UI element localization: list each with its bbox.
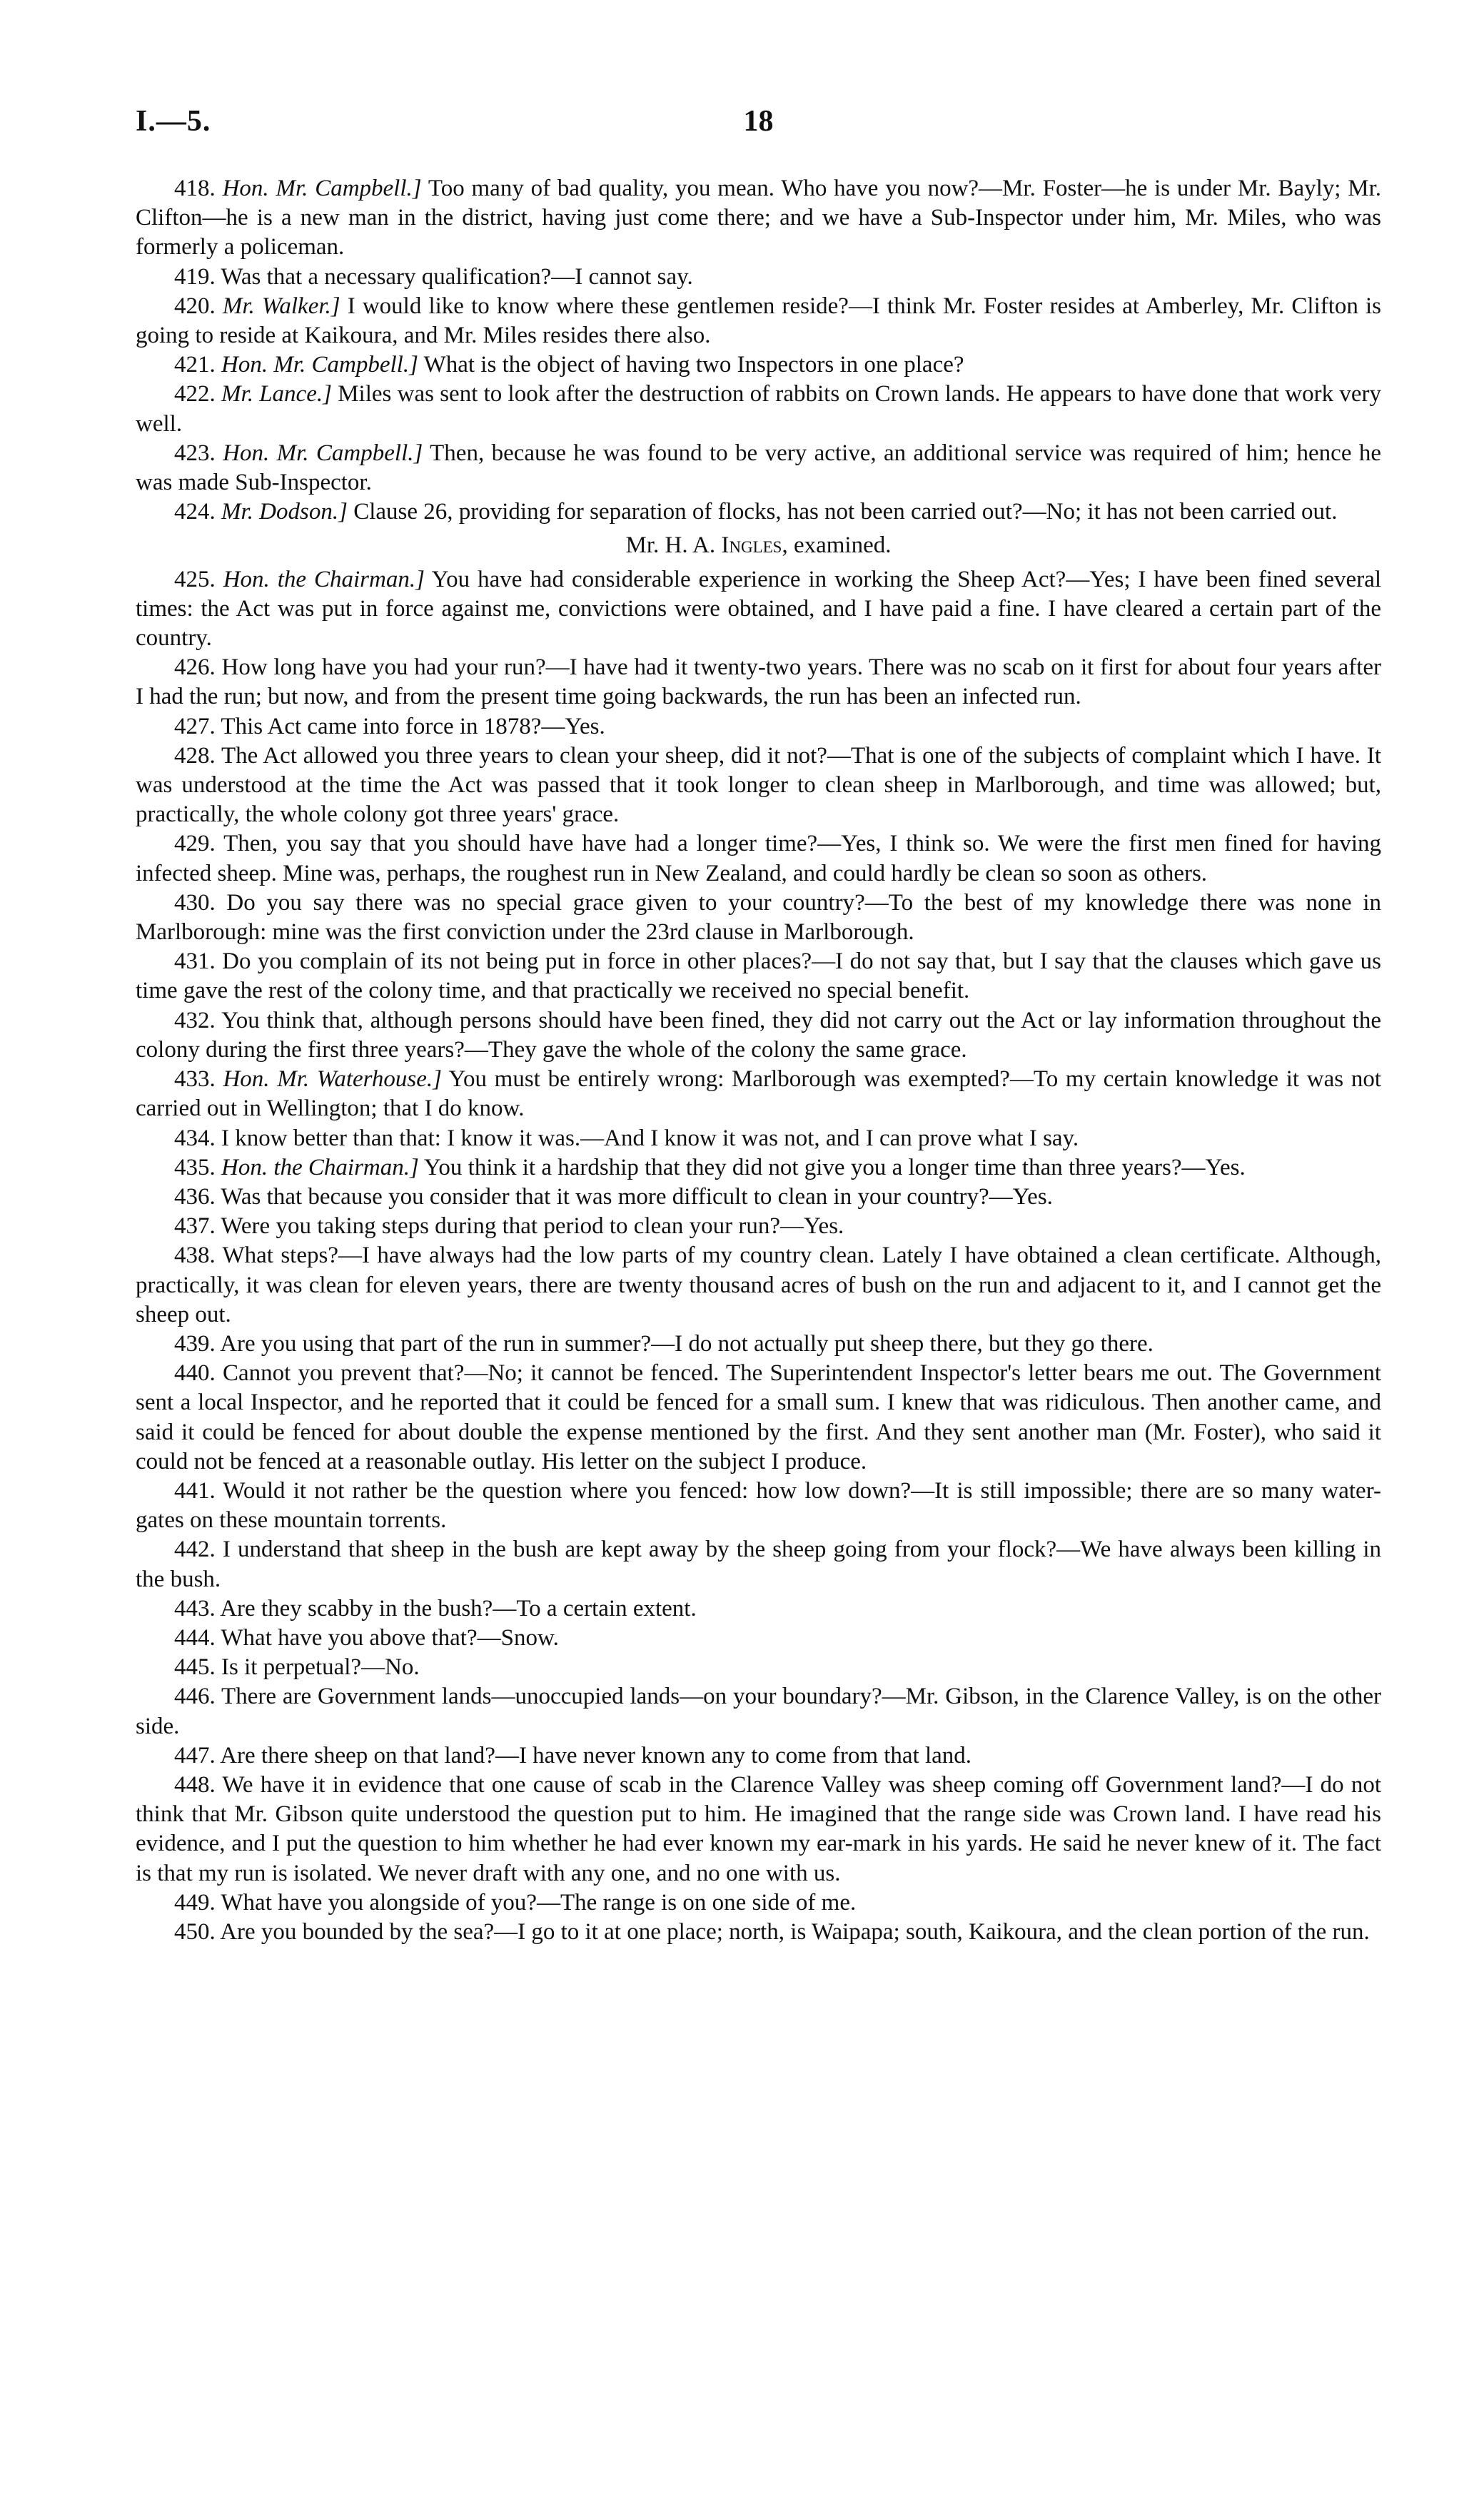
question-paragraph <box>136 1124 1381 1153</box>
question-paragraph <box>136 1535 1381 1594</box>
question-paragraph <box>136 174 1381 263</box>
question-number: 441. <box>174 1477 216 1504</box>
question-paragraph <box>136 829 1381 888</box>
question-paragraph <box>136 263 1381 292</box>
question-number: 426. <box>174 654 216 681</box>
question-number: 437. <box>174 1213 216 1240</box>
section-heading <box>136 531 1381 560</box>
question-paragraph <box>136 1771 1381 1888</box>
question-paragraph <box>136 565 1381 654</box>
body-text <box>136 174 1381 1947</box>
question-text: You must be entirely wrong: Marlborough was exempted?—To my certain knowledge it was not carried out in Wellington; that I do know. <box>136 1066 1381 1122</box>
question-text: Cannot you prevent that?—No; it cannot be fenced. The Superintendent Inspector's letter bears me out. The Government sent a local Inspector, and he reported that it could be fenced for a small sum. I knew that was ridiculous. Then another came, and said it could be fenced for about double the expense mentioned by the first. And they sent another man (Mr. Foster), who said it could not be fenced at a reasonable outlay. His letter on the subject I produce. <box>136 1360 1381 1474</box>
question-paragraph <box>136 350 1381 380</box>
question-number: 434. <box>174 1125 216 1151</box>
speaker-name: Hon. Mr. Campbell.] <box>222 176 422 201</box>
question-number: 449. <box>174 1889 216 1916</box>
question-number: 447. <box>174 1742 216 1768</box>
question-text: You have had considerable experience in working the Sheep Act?—Yes; I have been fined several times: the Act was put in force against me, convictions were obtained, and I have paid a fine. I have cleared a certain part of the country. <box>136 566 1382 652</box>
question-number: 450. <box>174 1918 216 1945</box>
question-paragraph <box>136 1594 1381 1624</box>
heading-suffix: , examined. <box>782 532 892 559</box>
question-text: Is it perpetual?—No. <box>221 1654 420 1681</box>
question-text: Then, because he was found to be very active, an additional service was required of him; hence he was made Sub-Inspector. <box>136 440 1382 496</box>
question-text: Are they scabby in the bush?—To a certain extent. <box>220 1595 697 1621</box>
document-page <box>136 107 1381 1947</box>
question-paragraph <box>136 1624 1381 1653</box>
question-number: 438. <box>174 1243 216 1269</box>
question-text: There are Government lands—unoccupied lands—on your boundary?—Mr. Gibson, in the Clarence Valley, is on the other side. <box>136 1684 1381 1739</box>
question-paragraph <box>136 712 1381 742</box>
question-text: This Act came into force in 1878?—Yes. <box>221 713 605 739</box>
speaker-name: Mr. Walker.] <box>222 293 340 319</box>
question-number: 423. <box>174 440 216 466</box>
question-paragraph <box>136 1241 1381 1330</box>
question-text: Are you using that part of the run in summer?—I do not actually put sheep there, but they go there. <box>220 1330 1154 1357</box>
question-number: 442. <box>174 1537 216 1563</box>
question-number: 440. <box>174 1360 216 1387</box>
question-text: Too many of bad quality, you mean. Who have you now?—Mr. Foster—he is under Mr. Bayly; Mr. Clifton—he is a new man in the district, having just come there; and we have a Sub-Inspector under him, Mr. Miles, who was formerly a policeman. <box>136 176 1382 260</box>
question-paragraph <box>136 1212 1381 1241</box>
question-paragraph <box>136 1682 1381 1741</box>
question-number: 427. <box>174 713 216 739</box>
question-number: 431. <box>174 948 216 975</box>
question-paragraph <box>136 653 1381 712</box>
question-number: 428. <box>174 742 216 769</box>
question-paragraph <box>136 292 1381 350</box>
question-text: Then, you say that you should have have had a longer time?—Yes, I think so. We were the first men fined for having infected sheep. Mine was, perhaps, the roughest run in New Zealand, and could hardly be clean so soon as others. <box>136 831 1381 886</box>
question-number: 444. <box>174 1624 216 1651</box>
question-number: 418. <box>174 176 216 201</box>
speaker-name: Mr. Lance.] <box>221 381 332 408</box>
speaker-name: Hon. Mr. Campbell.] <box>223 440 423 466</box>
question-number: 420. <box>174 293 216 319</box>
question-paragraph <box>136 1006 1381 1065</box>
evidence-paragraphs-before <box>136 174 1381 527</box>
question-paragraph <box>136 947 1381 1006</box>
speaker-name: Hon. the Chairman.] <box>223 566 425 592</box>
question-text: How long have you had your run?—I have had it twenty-two years. There was no scab on it first for about four years after I had the run; but now, and from the present time going backwards, the run has been an infected run. <box>136 654 1382 710</box>
question-paragraph <box>136 1918 1381 1947</box>
question-paragraph <box>136 1065 1381 1123</box>
question-text: Was that because you consider that it was more difficult to clean in your country?—Yes. <box>221 1183 1053 1210</box>
question-text: You think it a hardship that they did not give you a longer time than three years?—Yes. <box>423 1154 1246 1180</box>
speaker-name: Hon. Mr. Waterhouse.] <box>223 1066 442 1093</box>
question-number: 424. <box>174 499 216 525</box>
witness-name: Ingles <box>721 532 782 559</box>
question-text: Clause 26, providing for separation of flocks, has not been carried out?—No; it has not been carried out. <box>353 499 1338 525</box>
question-text: Do you complain of its not being put in force in other places?—I do not say that, but I say that the clauses which gave us time gave the rest of the colony time, and that practically we received no special benefit. <box>136 948 1381 1004</box>
question-paragraph <box>136 1477 1381 1535</box>
question-number: 445. <box>174 1654 216 1681</box>
question-number: 421. <box>174 352 216 378</box>
question-number: 443. <box>174 1595 216 1621</box>
question-number: 422. <box>174 381 216 408</box>
speaker-name: Hon. Mr. Campbell.] <box>221 352 418 378</box>
question-paragraph <box>136 742 1381 830</box>
question-number: 436. <box>174 1183 216 1210</box>
question-text: We have it in evidence that one cause of scab in the Clarence Valley was sheep coming off Government land?—I do not think that Mr. Gibson quite understood the question put to him. He imagined that the range side was Crown land. I have read his evidence, and I put the question to him whether he had ever known my ear-mark in his yards. He said he never knew of it. The fact is that my run is isolated. We never draft with any one, and no one with us. <box>136 1771 1381 1886</box>
question-text: What steps?—I have always had the low parts of my country clean. Lately I have obtained a clean certificate. Although, practically, it was clean for eleven years, there are twenty thousand acres of bush on the run and adjacent to it, and I cannot get the sheep out. <box>136 1243 1381 1327</box>
question-number: 433. <box>174 1066 216 1093</box>
question-paragraph <box>136 1183 1381 1212</box>
question-text: What have you above that?—Snow. <box>221 1624 559 1651</box>
evidence-paragraphs-after <box>136 565 1381 1948</box>
question-number: 419. <box>174 263 216 290</box>
question-text: Miles was sent to look after the destruction of rabbits on Crown lands. He appears to have done that work very well. <box>136 381 1382 437</box>
question-paragraph <box>136 1330 1381 1359</box>
question-text: You think that, although persons should have been fined, they did not carry out the Act or lay information throughout the colony during the first three years?—They gave the whole of the colony the same grace. <box>136 1007 1381 1063</box>
question-number: 425. <box>174 566 216 592</box>
speaker-name: Hon. the Chairman.] <box>221 1154 419 1180</box>
question-number: 429. <box>174 831 216 857</box>
question-text: The Act allowed you three years to clean your sheep, did it not?—That is one of the subjects of complaint which I have. It was understood at the time the Act was passed that it took longer to clean sheep in Marlborough, and time was allowed; but, practically, the whole colony got three years' grace. <box>136 742 1381 828</box>
question-text: What is the object of having two Inspectors in one place? <box>423 352 964 378</box>
question-text: Was that a necessary qualification?—I cannot say. <box>221 263 693 290</box>
question-paragraph <box>136 380 1381 438</box>
question-text: Would it not rather be the question where you fenced: how low down?—It is still impossible; there are so many water-gates on these mountain torrents. <box>136 1477 1382 1534</box>
question-text: What have you alongside of you?—The range is on one side of me. <box>221 1889 857 1916</box>
question-number: 439. <box>174 1330 216 1357</box>
running-header <box>136 107 1381 164</box>
heading-prefix: Mr. H. A. <box>625 532 716 559</box>
question-paragraph <box>136 497 1381 527</box>
question-text: Are there sheep on that land?—I have never known any to come from that land. <box>220 1742 972 1768</box>
question-text: I know better than that: I know it was.—And I know it was not, and I can prove what I say. <box>221 1125 1079 1151</box>
question-paragraph <box>136 1653 1381 1682</box>
question-paragraph <box>136 889 1381 947</box>
document-reference: I.—5. <box>136 105 211 138</box>
question-text: I would like to know where these gentlemen reside?—I think Mr. Foster resides at Amberley, Mr. Clifton is going to reside at Kaikoura, and Mr. Miles resides there also. <box>136 293 1382 349</box>
question-paragraph <box>136 1359 1381 1477</box>
speaker-name: Mr. Dodson.] <box>221 499 348 525</box>
question-paragraph <box>136 1888 1381 1918</box>
question-number: 432. <box>174 1007 216 1033</box>
page-number: 18 <box>743 105 774 138</box>
question-number: 448. <box>174 1771 216 1798</box>
question-text: Are you bounded by the sea?—I go to it at one place; north, is Waipapa; south, Kaikoura, and the clean portion of the run. <box>220 1918 1370 1945</box>
question-paragraph <box>136 1153 1381 1183</box>
question-text: I understand that sheep in the bush are kept away by the sheep going from your flock?—We have always been killing in the bush. <box>136 1537 1381 1592</box>
question-number: 430. <box>174 889 216 916</box>
question-paragraph <box>136 439 1381 497</box>
question-number: 446. <box>174 1684 216 1710</box>
question-text: Do you say there was no special grace given to your country?—To the best of my knowledge there was none in Marlborough: mine was the first conviction under the 23rd clause in Marlborough. <box>136 889 1382 946</box>
question-number: 435. <box>174 1154 216 1180</box>
question-paragraph <box>136 1741 1381 1771</box>
question-text: Were you taking steps during that period to clean your run?—Yes. <box>221 1213 844 1240</box>
